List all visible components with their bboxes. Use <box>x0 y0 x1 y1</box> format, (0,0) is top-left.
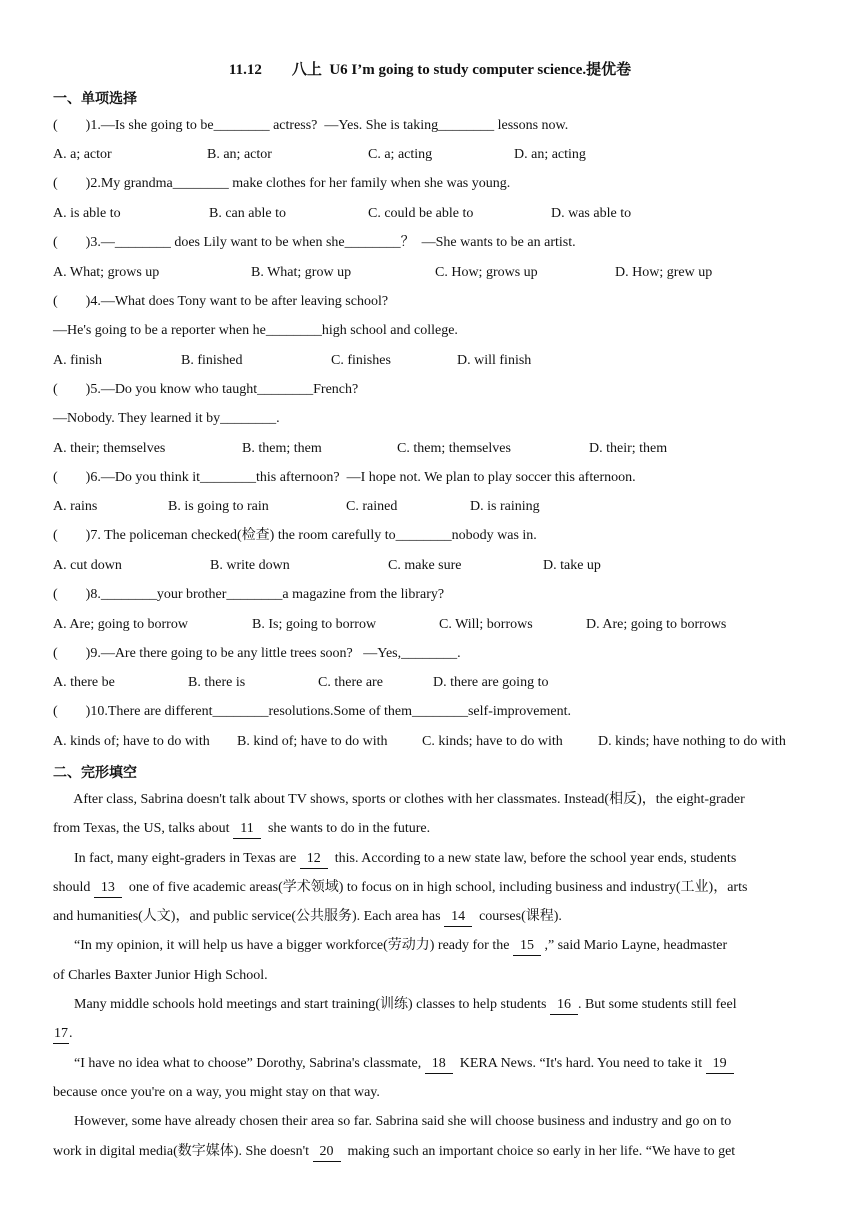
cloze-line: However, some have already chosen their area so far. Sabrina said she will choose business and industry and go on to <box>53 1114 732 1129</box>
q1-option-b: B. an; actor <box>207 147 272 162</box>
q5-option-b: B. them; them <box>242 441 322 456</box>
q2-option-c: C. could be able to <box>368 206 474 221</box>
cloze-blank-19[interactable]: 19 <box>706 1055 734 1074</box>
cloze-text: should <box>53 880 94 895</box>
cloze-blank-18[interactable]: 18 <box>425 1055 453 1074</box>
question-9-stem: ( )9.—Are there going to be any little trees soon? —Yes,________. <box>53 646 461 661</box>
cloze-line <box>53 937 811 956</box>
q6-option-d: D. is raining <box>470 499 540 514</box>
cloze-line <box>53 908 811 927</box>
q6-option-b: B. is going to rain <box>168 499 269 514</box>
page-title: 11.12 八上 U6 I’m going to study computer science.提优卷 <box>228 62 632 78</box>
question-5-stem: ( )5.—Do you know who taught________French? <box>53 382 359 397</box>
q7-option-c: C. make sure <box>388 558 462 573</box>
question-8-stem: ( )8.________your brother________a magazine from the library? <box>53 587 445 602</box>
cloze-text: . But some students still feel <box>577 997 737 1012</box>
q8-option-a: A. Are; going to borrow <box>53 617 188 632</box>
q6-option-a: A. rains <box>53 499 98 514</box>
q3-option-b: B. What; grow up <box>251 265 352 280</box>
q7-option-d: D. take up <box>543 558 601 573</box>
cloze-line: After class, Sabrina doesn't talk about TV shows, sports or clothes with her classmates. Instead(相反)，the eight-grader <box>53 792 745 807</box>
cloze-line <box>53 1055 811 1074</box>
q3-option-c: C. How; grows up <box>435 265 538 280</box>
q8-option-d: D. Are; going to borrows <box>586 617 727 632</box>
cloze-blank-15[interactable]: 15 <box>513 937 541 956</box>
question-1-stem: ( )1.—Is she going to be________ actress? —Yes. She is taking________ lessons now. <box>53 118 569 133</box>
cloze-line: of Charles Baxter Junior High School. <box>53 968 268 983</box>
q8-option-b: B. Is; going to borrow <box>252 617 377 632</box>
q9-option-d: D. there are going to <box>433 675 549 690</box>
cloze-line <box>53 996 811 1015</box>
q7-option-a: A. cut down <box>53 558 122 573</box>
question-3-stem: ( )3.—________ does Lily want to be when she________？ —She wants to be an artist. <box>53 235 576 250</box>
q3-option-a: A. What; grows up <box>53 265 160 280</box>
cloze-blank-20[interactable]: 20 <box>313 1143 341 1162</box>
cloze-text: “In my opinion, it will help us have a bigger workforce(劳动力) ready for the <box>53 938 513 953</box>
question-4-stem: ( )4.—What does Tony want to be after leaving school? <box>53 294 389 309</box>
cloze-line <box>53 820 811 839</box>
q9-option-a: A. there be <box>53 675 115 690</box>
section-heading-single-choice: 一、单项选择 <box>53 91 137 107</box>
q1-option-a: A. a; actor <box>53 147 112 162</box>
q1-option-c: C. a; acting <box>368 147 433 162</box>
cloze-text: she wants to do in the future. <box>260 821 431 836</box>
cloze-text: and humanities(人文)，and public service(公共服务). Each area has <box>53 909 445 924</box>
cloze-line <box>53 1025 811 1044</box>
cloze-line <box>53 850 811 869</box>
q9-option-c: C. there are <box>318 675 383 690</box>
q10-option-d: D. kinds; have nothing to do with <box>598 734 786 749</box>
cloze-blank-14[interactable]: 14 <box>444 908 472 927</box>
cloze-blank-17[interactable]: 17 <box>53 1025 69 1044</box>
q2-option-d: D. was able to <box>551 206 632 221</box>
cloze-line <box>53 879 811 898</box>
q10-option-a: A. kinds of; have to do with <box>53 734 210 749</box>
cloze-text: Many middle schools hold meetings and start training(训练) classes to help students <box>53 997 550 1012</box>
q9-option-b: B. there is <box>188 675 246 690</box>
q5-option-d: D. their; them <box>589 441 668 456</box>
cloze-text: ,” said Mario Layne, headmaster <box>540 938 728 953</box>
q4-option-d: D. will finish <box>457 353 532 368</box>
cloze-text: this. According to a new state law, before the school year ends, students <box>327 851 737 866</box>
cloze-text: from Texas, the US, talks about <box>53 821 233 836</box>
cloze-text: “I have no idea what to choose” Dorothy, Sabrina's classmate, <box>53 1056 425 1071</box>
question-2-stem: ( )2.My grandma________ make clothes for her family when she was young. <box>53 176 511 191</box>
q5-option-c: C. them; themselves <box>397 441 511 456</box>
cloze-blank-13[interactable]: 13 <box>94 879 122 898</box>
cloze-line: because once you're on a way, you might stay on that way. <box>53 1085 380 1100</box>
question-4-stem-2: —He's going to be a reporter when he________high school and college. <box>53 323 458 338</box>
q8-option-c: C. Will; borrows <box>439 617 533 632</box>
cloze-line <box>53 1143 811 1162</box>
q2-option-a: A. is able to <box>53 206 121 221</box>
cloze-text: making such an important choice so early in her life. “We have to get <box>340 1144 736 1159</box>
question-7-stem: ( )7. The policeman checked(检查) the room carefully to________nobody was in. <box>53 528 537 543</box>
q6-option-c: C. rained <box>346 499 398 514</box>
question-5-stem-2: —Nobody. They learned it by________. <box>53 411 280 426</box>
q4-option-b: B. finished <box>181 353 243 368</box>
cloze-text: In fact, many eight-graders in Texas are <box>53 851 300 866</box>
q10-option-c: C. kinds; have to do with <box>422 734 563 749</box>
cloze-blank-12[interactable]: 12 <box>300 850 328 869</box>
q10-option-b: B. kind of; have to do with <box>237 734 388 749</box>
cloze-text: courses(课程). <box>472 909 562 924</box>
cloze-blank-16[interactable]: 16 <box>550 996 578 1015</box>
cloze-text: one of five academic areas(学术领域) to focus on in high school, including business and industry(工业)，arts <box>121 880 748 895</box>
section-heading-cloze: 二、完形填空 <box>53 765 137 781</box>
q1-option-d: D. an; acting <box>514 147 586 162</box>
q2-option-b: B. can able to <box>209 206 286 221</box>
cloze-text: KERA News. “It's hard. You need to take it <box>452 1056 706 1071</box>
cloze-text: work in digital media(数字媒体). She doesn't <box>53 1144 313 1159</box>
q4-option-c: C. finishes <box>331 353 391 368</box>
cloze-blank-11[interactable]: 11 <box>233 820 261 839</box>
q4-option-a: A. finish <box>53 353 102 368</box>
question-10-stem: ( )10.There are different________resolutions.Some of them________self-improvement. <box>53 704 572 719</box>
cloze-text: . <box>69 1026 73 1041</box>
q5-option-a: A. their; themselves <box>53 441 166 456</box>
q3-option-d: D. How; grew up <box>615 265 713 280</box>
q7-option-b: B. write down <box>210 558 290 573</box>
question-6-stem: ( )6.—Do you think it________this afternoon? —I hope not. We plan to play soccer this afternoon. <box>53 470 636 485</box>
